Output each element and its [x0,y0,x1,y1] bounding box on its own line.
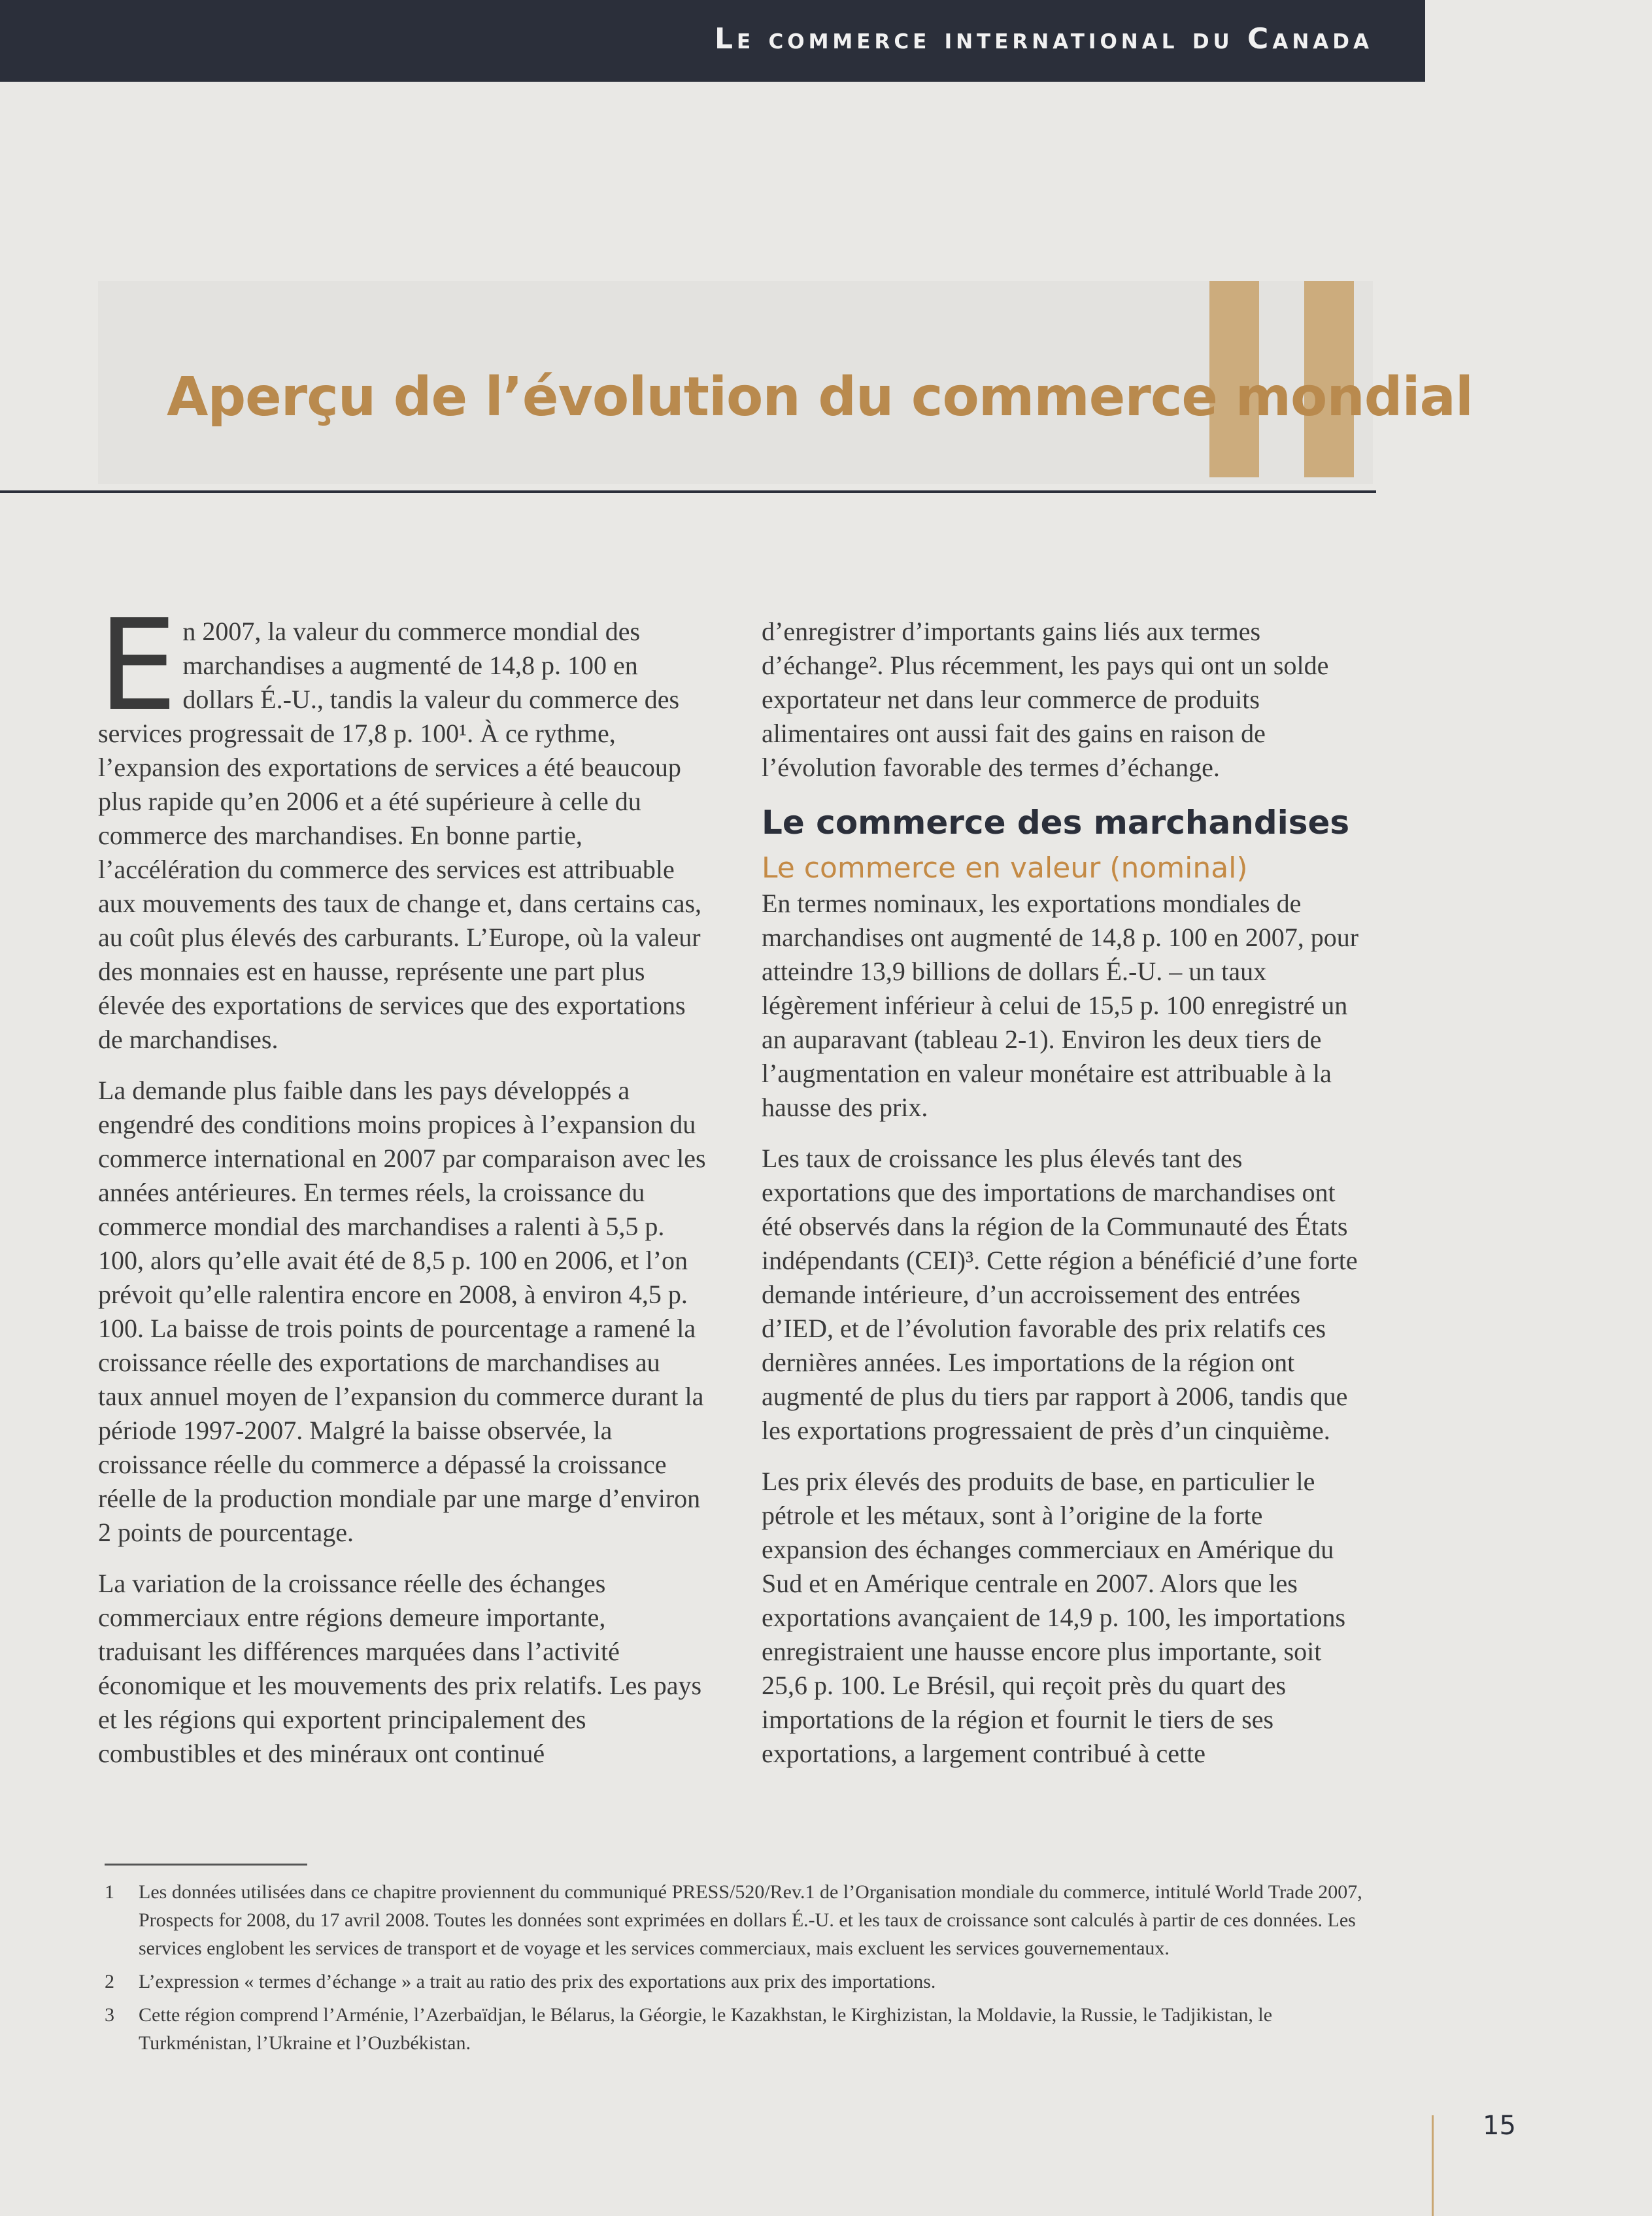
drop-cap: E [98,593,178,739]
paragraph-demand: La demande plus faible dans les pays développés a engendré des conditions moins propices à l’expansion du commerce international en 2007 par comparaison avec les années antérieures. En termes réels, la croissance du commerce mondial des marchandises a ralenti à 5,5 p. 100, alors qu’elle avait été de 8,5 p. 100 en 2006, et l’on prévoit qu’elle ralentira encore en 2008, à environ 4,5 p. 100. La baisse de trois points de pourcentage a ramené la croissance réelle des exportations de marchandises au taux annuel moyen de l’expansion du commerce durant la période 1997-2007. Malgré la baisse observée, la croissance réelle du commerce a dépassé la croissance réelle de la production mondiale par une marge d’environ 2 points de pourcentage. [98,1076,706,1547]
intro-paragraph [98,593,706,1057]
intro-paragraph-text: n 2007, la valeur du commerce mondial des marchandises a augmenté de 14,8 p. 100 en dollars É.-U., tandis la valeur du commerce des services progressait de 17,8 p. 100¹. À ce rythme, l’expansion des exportations de services a été beaucoup plus rapide qu’en 2006 et a été supérieure à celle du commerce des marchandises. En bonne partie, l’accélération du commerce des services est attribuable aux mouvements des taux de change et, dans certains cas, au coût plus élevés des carburants. L’Europe, où la valeur des monnaies est en hausse, représente une part plus élevée des exportations de services que des exportations de marchandises. [98,617,702,1054]
paragraph-nominal-exports: En termes nominaux, les exportations mondiales de marchandises ont augmenté de 14,8 p. 100 en 2007, pour atteindre 13,9 billions de dollars É.-U. – un taux légèrement inférieur à celui de 15,5 p. 100 enregistré un an auparavant (tableau 2-1). Environ les deux tiers de l’augmentation en valeur monétaire est attribuable à la hausse des prix. [762,889,1359,1122]
running-header-title: Le commerce international du Canada [714,22,1373,56]
paragraph-commodity-prices: Les prix élevés des produits de base, en particulier le pétrole et les métaux, sont à l’origine de la forte expansion des échanges commerciaux en Amérique du Sud et en Amérique centrale en 2007. Alors que les exportations avançaient de 14,9 p. 100, les importations enregistraient une hausse encore plus importante, soit 25,6 p. 100. Le Brésil, qui reçoit près du quart des importations de la région et fournit le tiers de ses exportations, a largement contribué à cette [762,1467,1346,1768]
subsection-heading: Le commerce en valeur (nominal) [762,851,1248,885]
running-header [0,0,1425,82]
page-number: 15 [1483,2111,1516,2141]
chapter-title: Aperçu de l’évolution du commerce mondial [167,366,1473,428]
footnote [105,1968,1379,1996]
paragraph-regional-variation: La variation de la croissance réelle des échanges commerciaux entre régions demeure importante, traduisant les différences marquées dans l’activité économique et les mouvements des prix relatifs. Les pays et les régions qui exportent principalement des combustibles et des minéraux ont continué [98,1569,702,1768]
footnote-number: 1 [105,1881,114,1903]
footnote-divider [105,1864,307,1866]
footnote-number: 2 [105,1971,114,1992]
left-column [98,593,706,1788]
footnote [105,2001,1379,2057]
footnote [105,1878,1379,1962]
footnotes [105,1878,1379,2062]
footnote-text: Cette région comprend l’Arménie, l’Azerbaïdjan, le Bélarus, la Géorgie, le Kazakhstan, le Kirghizistan, la Moldavie, la Russie, le Tadjikistan, le Turkménistan, l’Ukraine et l’Ouzbékistan. [139,2004,1273,2054]
footnote-number: 3 [105,2004,114,2026]
title-divider [0,490,1376,493]
section-heading: Le commerce des marchandises [762,804,1350,842]
page-number-rule [1432,2115,1434,2216]
right-column [762,615,1370,1788]
paragraph-terms-of-trade: d’enregistrer d’importants gains liés aux termes d’échange². Plus récemment, les pays qui ont un solde exportateur net dans leur commerce de produits alimentaires ont aussi fait des gains en raison de l’évolution favorable des termes d’échange. [762,617,1329,782]
footnote-text: Les données utilisées dans ce chapitre proviennent du communiqué PRESS/520/Rev.1 de l’Organisation mondiale du commerce, intitulé World Trade 2007, Prospects for 2008, du 17 avril 2008. Toutes les données sont exprimées en dollars É.-U. et les taux de croissance sont calculés à partir de ces données. Les services englobent les services de transport et de voyage et les services commerciaux, mais excluent les services gouvernementaux. [139,1881,1362,1959]
paragraph-cis-growth: Les taux de croissance les plus élevés tant des exportations que des importations de marchandises ont été observés dans la région de la Communauté des États indépendants (CEI)³. Cette région a bénéficié d’une forte demande intérieure, d’un accroissement des entrées d’IED, et de l’évolution favorable des prix relatifs ces dernières années. Les importations de la région ont augmenté de plus du tiers par rapport à 2006, tandis que les exportations progressaient de près d’un cinquième. [762,1144,1358,1445]
footnote-text: L’expression « termes d’échange » a trait au ratio des prix des exportations aux prix des importations. [139,1971,936,1992]
